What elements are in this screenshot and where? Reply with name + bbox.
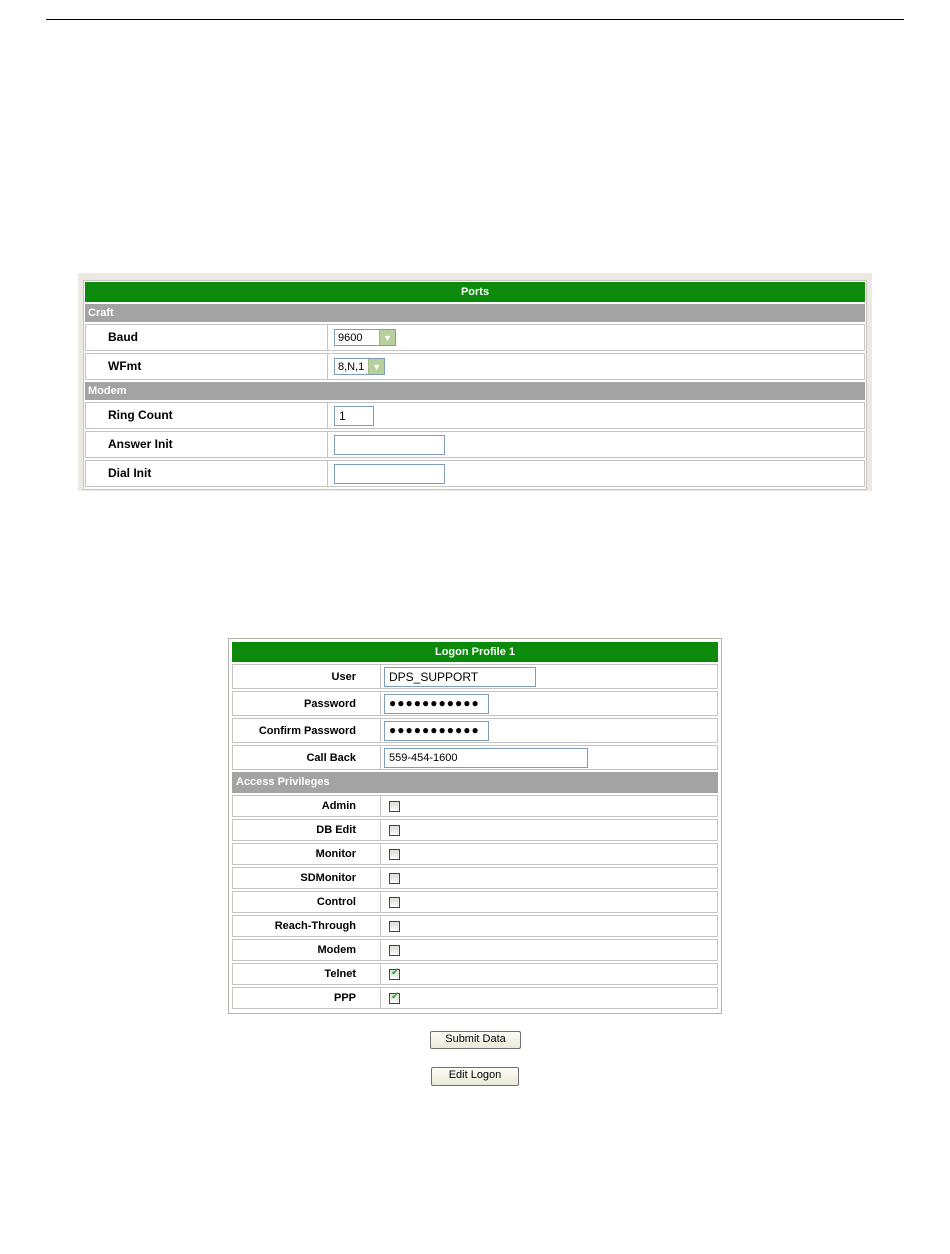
craft-section-header: Craft bbox=[85, 304, 865, 322]
ports-header: Ports bbox=[85, 282, 865, 302]
baud-value: 9600 bbox=[338, 331, 363, 344]
privilege-row-ppp bbox=[232, 987, 718, 1009]
answer-init-row bbox=[85, 431, 865, 458]
answer-init-input[interactable] bbox=[334, 435, 445, 455]
wfmt-value: 8,N,1 bbox=[338, 360, 365, 373]
edit-logon-button[interactable]: Edit Logon bbox=[431, 1067, 519, 1086]
ring-count-row bbox=[85, 402, 865, 429]
top-divider bbox=[46, 19, 904, 20]
privilege-row-sdmonitor bbox=[232, 867, 718, 889]
privilege-label: SDMonitor bbox=[232, 867, 381, 889]
confirm-password-input[interactable]: ●●●●●●●●●●● bbox=[384, 721, 489, 741]
baud-select[interactable] bbox=[334, 329, 396, 346]
chevron-down-icon[interactable]: ▼ bbox=[368, 359, 384, 374]
privilege-row-admin bbox=[232, 795, 718, 817]
telnet-checkbox[interactable] bbox=[389, 969, 400, 980]
privilege-label: DB Edit bbox=[232, 819, 381, 841]
dial-init-row bbox=[85, 460, 865, 487]
logon-header: Logon Profile 1 bbox=[232, 642, 718, 662]
privilege-label: Modem bbox=[232, 939, 381, 961]
user-input[interactable]: DPS_SUPPORT bbox=[384, 667, 536, 687]
logon-profile-panel bbox=[228, 638, 722, 1014]
user-label: User bbox=[232, 664, 381, 689]
admin-checkbox[interactable] bbox=[389, 801, 400, 812]
privilege-row-control bbox=[232, 891, 718, 913]
ports-panel bbox=[78, 273, 872, 491]
answer-init-label: Answer Init bbox=[85, 431, 328, 458]
sdmonitor-checkbox[interactable] bbox=[389, 873, 400, 884]
privilege-row-db-edit bbox=[232, 819, 718, 841]
modem-section-header: Modem bbox=[85, 382, 865, 400]
wfmt-row bbox=[85, 353, 865, 380]
user-row bbox=[232, 664, 718, 689]
ring-count-label: Ring Count bbox=[85, 402, 328, 429]
privileges-list bbox=[232, 795, 718, 1009]
confirm-password-label: Confirm Password bbox=[232, 718, 381, 743]
call-back-label: Call Back bbox=[232, 745, 381, 770]
privilege-label: Control bbox=[232, 891, 381, 913]
privilege-row-monitor bbox=[232, 843, 718, 865]
dial-init-label: Dial Init bbox=[85, 460, 328, 487]
ring-count-input[interactable]: 1 bbox=[334, 406, 374, 426]
modem-checkbox[interactable] bbox=[389, 945, 400, 956]
dial-init-input[interactable] bbox=[334, 464, 445, 484]
privilege-label: Reach-Through bbox=[232, 915, 381, 937]
call-back-input[interactable]: 559-454-1600 bbox=[384, 748, 588, 768]
password-label: Password bbox=[232, 691, 381, 716]
baud-label: Baud bbox=[85, 324, 328, 351]
monitor-checkbox[interactable] bbox=[389, 849, 400, 860]
privilege-row-modem bbox=[232, 939, 718, 961]
privilege-row-reach-through bbox=[232, 915, 718, 937]
privilege-label: Telnet bbox=[232, 963, 381, 985]
password-row bbox=[232, 691, 718, 716]
baud-row bbox=[85, 324, 865, 351]
wfmt-select[interactable] bbox=[334, 358, 385, 375]
access-privileges-header: Access Privileges bbox=[232, 772, 718, 793]
reach-through-checkbox[interactable] bbox=[389, 921, 400, 932]
control-checkbox[interactable] bbox=[389, 897, 400, 908]
ports-table bbox=[83, 280, 867, 490]
privilege-label: Admin bbox=[232, 795, 381, 817]
wfmt-label: WFmt bbox=[85, 353, 328, 380]
privilege-label: PPP bbox=[232, 987, 381, 1009]
confirm-password-row bbox=[232, 718, 718, 743]
chevron-down-icon[interactable]: ▼ bbox=[379, 330, 395, 345]
call-back-row bbox=[232, 745, 718, 770]
ppp-checkbox[interactable] bbox=[389, 993, 400, 1004]
db-edit-checkbox[interactable] bbox=[389, 825, 400, 836]
password-input[interactable]: ●●●●●●●●●●● bbox=[384, 694, 489, 714]
submit-data-button[interactable]: Submit Data bbox=[430, 1031, 521, 1049]
privilege-row-telnet bbox=[232, 963, 718, 985]
privilege-label: Monitor bbox=[232, 843, 381, 865]
